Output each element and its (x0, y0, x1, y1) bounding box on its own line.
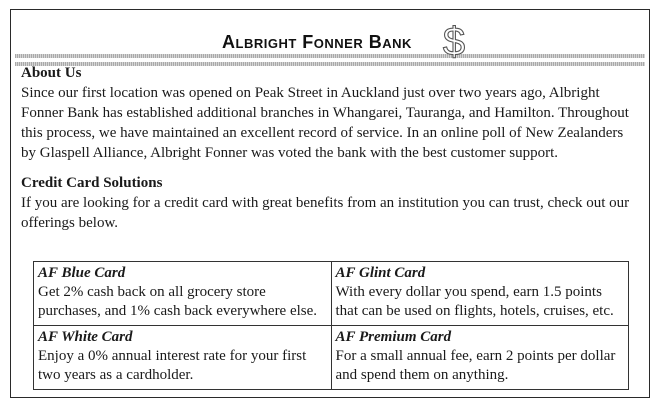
card-cell-glint (331, 262, 629, 326)
dollar-sign-icon (439, 20, 469, 62)
card-description: Get 2% cash back on all grocery store purchases, and 1% cash back everywhere else. (38, 284, 318, 319)
card-description: For a small annual fee, earn 2 points per dollar and spend them on anything. (335, 348, 616, 383)
card-name: AF Glint Card (335, 265, 426, 281)
table-row (34, 326, 629, 390)
card-offerings-table (33, 261, 629, 390)
bank-title: Albright Fonner Bank (216, 32, 418, 53)
card-cell-white (34, 326, 332, 390)
card-name: AF Premium Card (335, 329, 452, 345)
card-description: Enjoy a 0% annual interest rate for your first two years as a cardholder. (38, 348, 307, 383)
main-content (21, 63, 631, 233)
card-name: AF White Card (38, 329, 133, 345)
card-description: With every dollar you spend, earn 1.5 points that can be used on flights, hotels, cruises, etc. (335, 284, 614, 319)
svg-text:$: $ (442, 20, 466, 62)
card-cell-blue (34, 262, 332, 326)
card-cell-premium (331, 326, 629, 390)
credit-heading: Credit Card Solutions (21, 175, 163, 191)
header (11, 10, 649, 68)
about-heading: About Us (21, 65, 82, 81)
header-rule-top (15, 54, 645, 58)
card-name: AF Blue Card (38, 265, 126, 281)
table-row (34, 262, 629, 326)
about-body: Since our first location was opened on Peak Street in Auckland just over two years ago, Albright Fonner Bank has established additional branches in Whangarei, Tauranga, and Hamilton. Throughout this process, we have maintained an excellent record of service. In an online poll of New Zealanders by Glaspell Alliance, Albright Fonner was voted the bank with the best customer support. (21, 85, 629, 161)
credit-body: If you are looking for a credit card with great benefits from an institution you can trust, check out our offerings below. (21, 195, 630, 231)
